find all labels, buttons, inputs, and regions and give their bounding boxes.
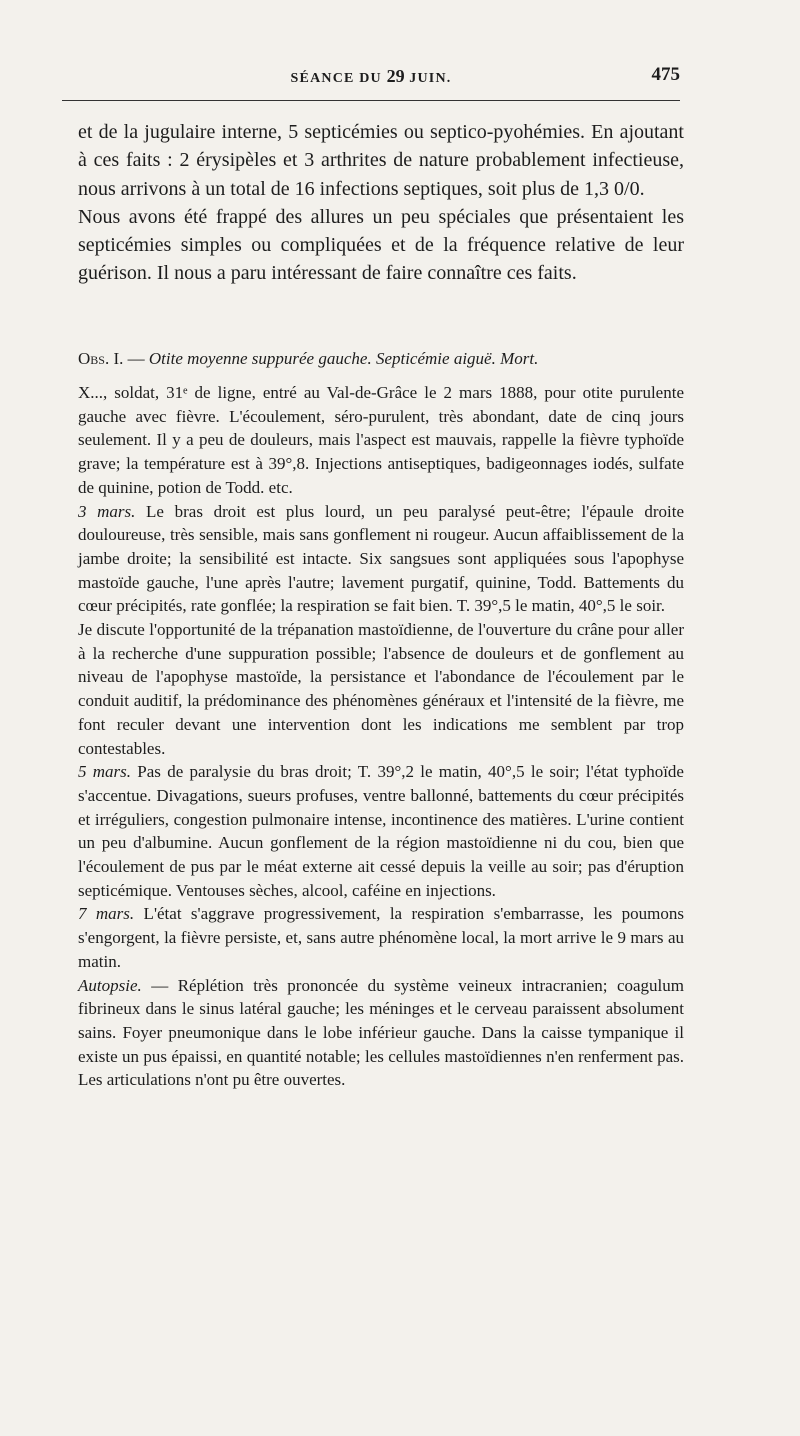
paragraph: 5 mars. Pas de paralysie du bras droit; T. 39°,2 le matin, 40°,5 le soir; l'état typhoïde s'accentue. Divagations, sueurs profuses, ventre ballonné, battements du cœur précipités et irréguliers, congestion pulmonaire intense, incontinence des matières. L'urine contient un peu d'albumine. Aucun gonflement de la région mastoïdienne ni du cou, bien que l'écoulement de pus par le méat externe ait cessé depuis la veille au soir; pas d'éruption septicémique. Ventouses sèches, alcool, caféine en injections. <box>78 762 684 900</box>
observation-body <box>78 381 684 1092</box>
paragraph: 3 mars. Le bras droit est plus lourd, un peu paralysé peut-être; l'épaule droite douloureuse, très sensible, mais sans gonflement ni rougeur. Aucun affaiblissement de la jambe droite; la sensibilité est intacte. Six sangsues sont appliquées sous l'apophyse mastoïde gauche, l'une après l'autre; lavement purgatif, quinine, Todd. Battements du cœur précipités, rate gonflée; la respiration se fait bien. T. 39°,5 le matin, 40°,5 le soir. <box>78 501 684 616</box>
observation-dash: — <box>127 349 145 368</box>
page-header <box>62 64 680 88</box>
paragraph: Nous avons été frappé des allures un peu spéciales que présentaient les septicémies simples ou compliquées et de la fréquence relative de leur guérison. Il nous a paru intéressant de faire connaître ces faits. <box>78 205 684 285</box>
observation-title: Otite moyenne suppurée gauche. Septicémie aiguë. Mort. <box>148 349 539 368</box>
paragraph: Autopsie. — Réplétion très prononcée du système veineux intracranien; coagulum fibrineux dans le sinus latéral gauche; les méninges et le cerveau paraissent absolument sains. Foyer pneumonique dans le lobe inférieur gauche. Dans la caisse tympanique il existe un pus épaissi, en quantité notable; les cellules mastoïdiennes n'en renferment pas. Les articulations n'ont pu être ouvertes. <box>78 975 684 1090</box>
running-head-prefix: SÉANCE DU <box>290 71 382 86</box>
observation-heading <box>78 347 538 370</box>
running-head-day: 29 <box>386 66 405 86</box>
paragraph: X..., soldat, 31ᵉ de ligne, entré au Val-de-Grâce le 2 mars 1888, pour otite purulente gauche avec fièvre. L'écoulement, séro-purulent, très abondant, date de cinq jours seulement. Il y a peu de douleurs, mais l'aspect est mauvais, rappelle la fièvre typhoïde grave; la température est à 39°,8. Injections antiseptiques, badigeonnages iodés, sulfate de quinine, potion de Todd. etc. <box>78 383 684 497</box>
observation-label: Obs. I. <box>78 349 124 368</box>
page-number: 475 <box>651 64 680 85</box>
intro-text <box>78 118 684 288</box>
header-rule <box>62 100 680 101</box>
paragraph: 7 mars. L'état s'aggrave progressivement, la respiration s'embarrasse, les poumons s'engorgent, la fièvre persiste, et, sans autre phénomène local, la mort arrive le 9 mars au matin. <box>78 904 684 971</box>
running-head-suffix: JUIN. <box>409 71 452 86</box>
paragraph: et de la jugulaire interne, 5 septicémies ou septico-pyohémies. En ajoutant à ces faits : 2 érysipèles et 3 arthrites de nature probablement infectieuse, nous arrivons à un total de 16 infections septiques, soit plus de 1,3 0/0. <box>78 121 684 200</box>
running-head <box>62 66 680 87</box>
paragraph: Je discute l'opportunité de la trépanation mastoïdienne, de l'ouverture du crâne pour aller à la recherche d'une suppuration possible; l'absence de douleurs et de gonflement au niveau de l'apophyse mastoïde, la persistance et l'abondance de l'écoulement par le conduit auditif, la prédominance des phénomènes généraux et l'intensité de la fièvre, me font reculer devant une intervention dont les indications me semblent par trop contestables. <box>78 620 684 758</box>
